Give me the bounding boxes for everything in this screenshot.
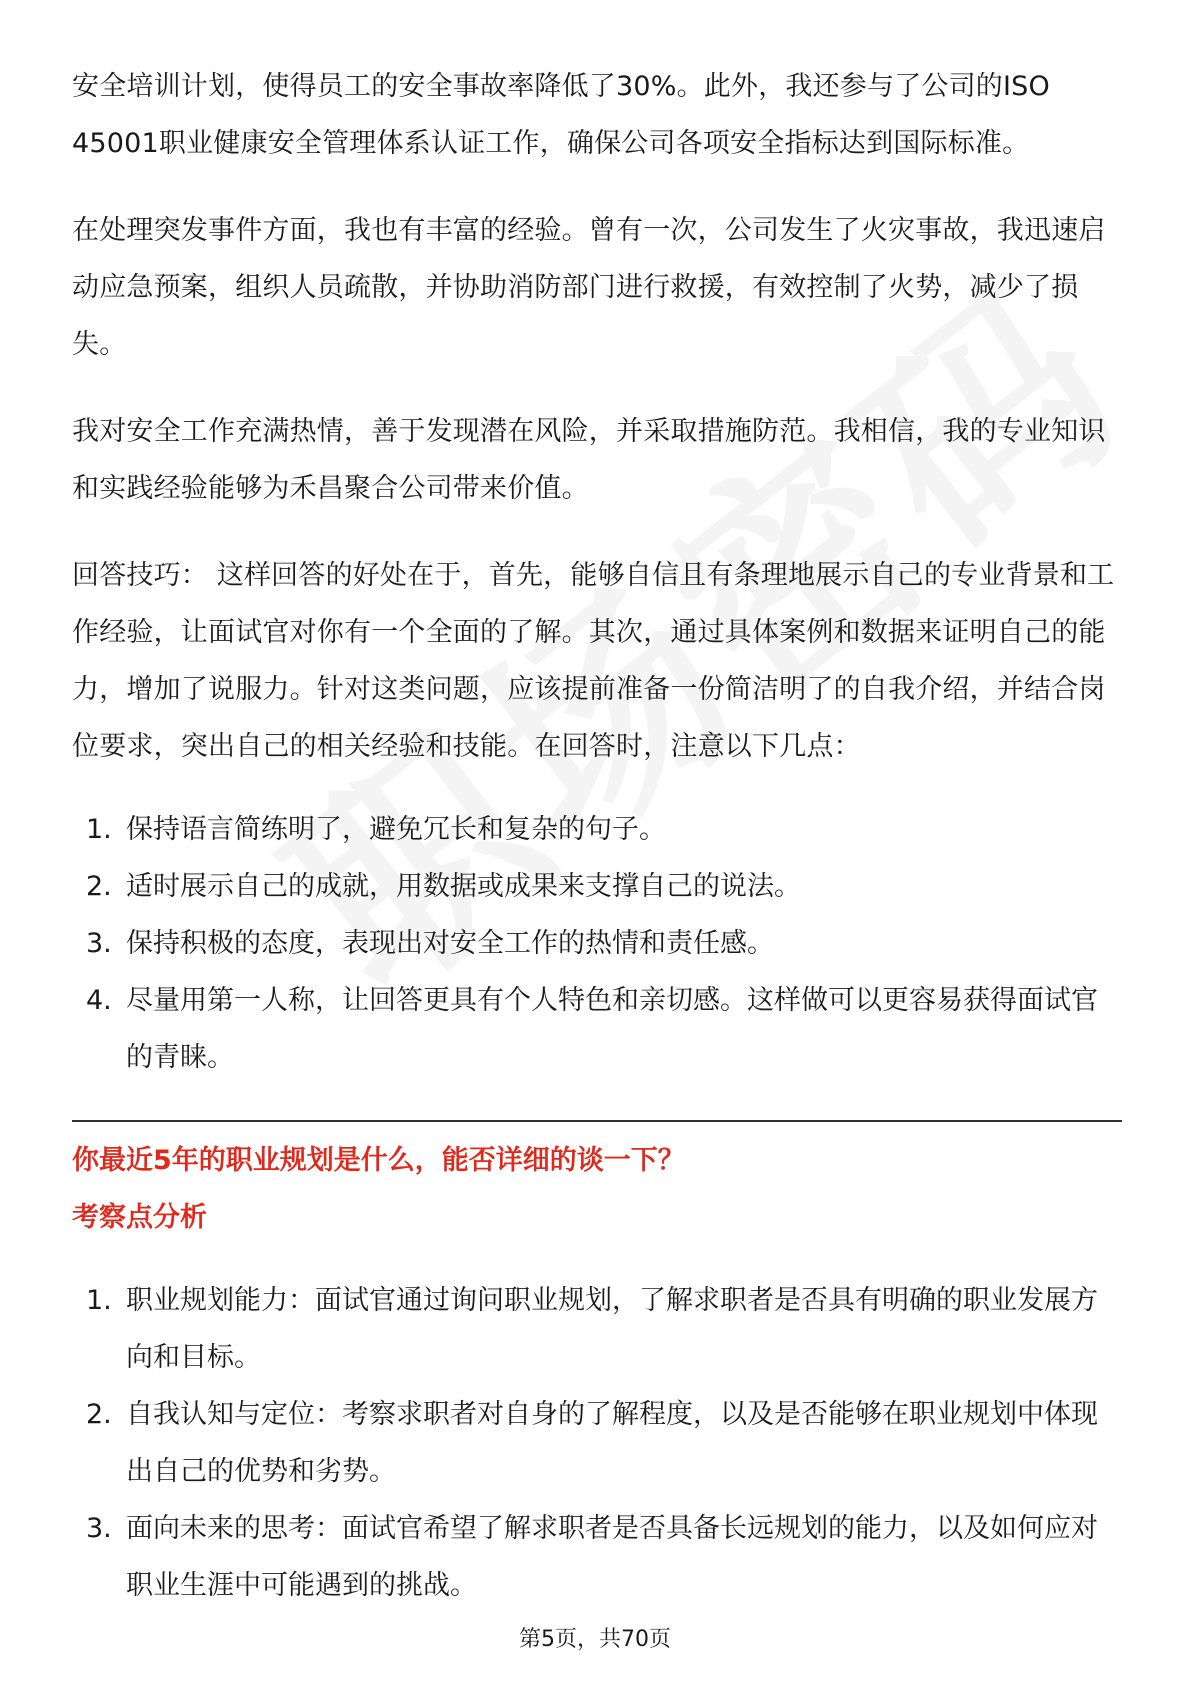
list-item: 4. 尽量用第一人称，让回答更具有个人特色和亲切感。这样做可以更容易获得面试官的青睐。 bbox=[86, 985, 1098, 1073]
page-number: 第5页，共70页 bbox=[519, 1627, 671, 1652]
tips-list bbox=[72, 801, 1122, 1086]
paragraph-emergency: 在处理突发事件方面，我也有丰富的经验。曾有一次，公司发生了火灾事故，我迅速启动应急预案，组织人员疏散，并协助消防部门进行救援，有效控制了火势，减少了损失。 bbox=[72, 215, 1106, 360]
list-item: 1. 职业规划能力：面试官通过询问职业规划，了解求职者是否具有明确的职业发展方向和目标。 bbox=[86, 1285, 1098, 1373]
list-item: 3. 保持积极的态度，表现出对安全工作的热情和责任感。 bbox=[86, 928, 774, 959]
paragraph-passion: 我对安全工作充满热情，善于发现潜在风险，并采取措施防范。我相信，我的专业知识和实践经验能够为禾昌聚合公司带来价值。 bbox=[72, 416, 1106, 504]
analysis-list bbox=[72, 1272, 1122, 1614]
list-item: 2. 适时展示自己的成就，用数据或成果来支撑自己的说法。 bbox=[86, 871, 801, 902]
paragraph-answer-tips: 回答技巧： 这样回答的好处在于，首先，能够自信且有条理地展示自己的专业背景和工作经验，让面试官对你有一个全面的了解。其次，通过具体案例和数据来证明自己的能力，增加了说服力。针对这类问题，应该提前准备一份简洁明了的自我介绍，并结合岗位要求，突出自己的相关经验和技能。在回答时，注意以下几点： bbox=[72, 560, 1115, 762]
analysis-heading: 考察点分析 bbox=[72, 1202, 207, 1233]
question-heading: 你最近5年的职业规划是什么，能否详细的谈一下？ bbox=[72, 1145, 685, 1176]
document-body bbox=[72, 58, 1122, 1614]
list-item: 2. 自我认知与定位：考察求职者对自身的了解程度，以及是否能够在职业规划中体现出自己的优势和劣势。 bbox=[86, 1399, 1098, 1487]
list-item: 1. 保持语言简练明了，避免冗长和复杂的句子。 bbox=[86, 814, 666, 845]
paragraph-training: 安全培训计划，使得员工的安全事故率降低了30%。此外，我还参与了公司的ISO 45001职业健康安全管理体系认证工作，确保公司各项安全指标达到国际标准。 bbox=[72, 71, 1050, 159]
list-item: 3. 面向未来的思考：面试官希望了解求职者是否具备长远规划的能力，以及如何应对职业生涯中可能遇到的挑战。 bbox=[86, 1513, 1098, 1601]
